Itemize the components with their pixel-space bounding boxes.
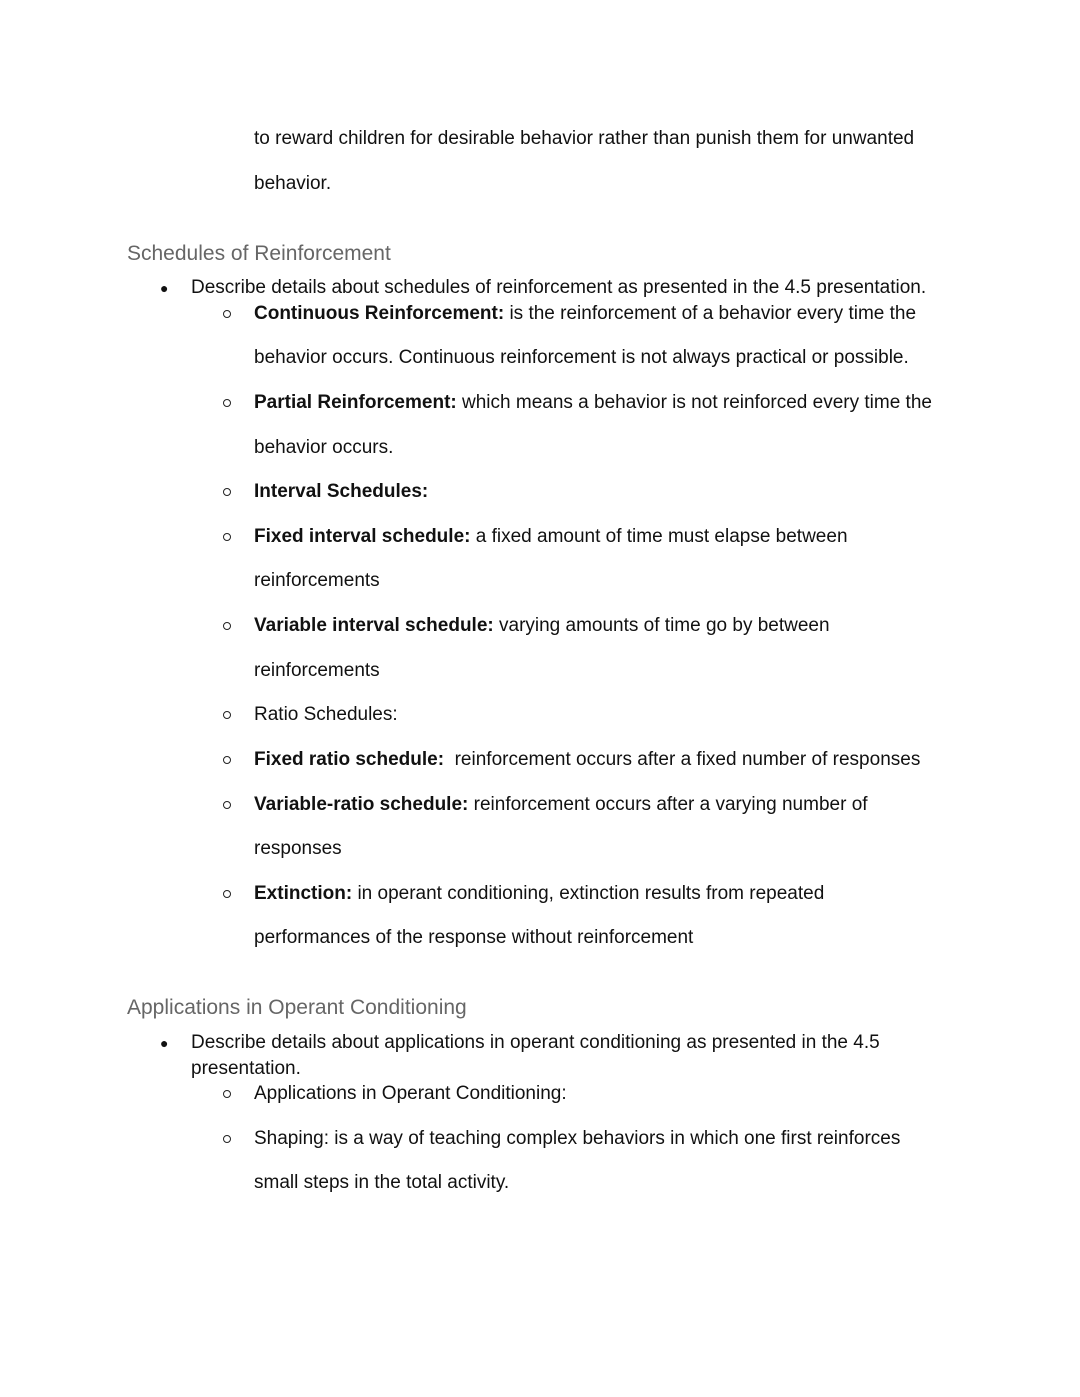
item-text: Ratio Schedules: [254, 704, 398, 725]
item-text: varying amounts of time go by between [493, 615, 830, 636]
list-item [254, 303, 916, 325]
section2-prompt: Describe details about applications in operant conditioning as presented in the 4.5 presentation. [191, 1032, 880, 1079]
list-item [254, 1083, 567, 1105]
list-item [254, 749, 920, 771]
item-continuation: performances of the response without reinforcement [254, 927, 694, 948]
circle-bullet-icon [223, 801, 231, 809]
list-item [254, 392, 932, 414]
item-term: Fixed interval schedule: [254, 526, 471, 547]
list-item [254, 526, 848, 548]
circle-bullet-icon [223, 756, 231, 764]
section-heading-applications: Applications in Operant Conditioning [127, 996, 467, 1019]
item-text: which means a behavior is not reinforced every time the [456, 392, 932, 413]
section-heading-schedules: Schedules of Reinforcement [127, 242, 391, 265]
item-continuation: behavior occurs. [254, 437, 394, 458]
item-continuation: behavior occurs. Continuous reinforcement is not always practical or possible. [254, 347, 909, 368]
circle-bullet-icon [223, 310, 231, 318]
bullet-icon: ● [160, 1035, 169, 1051]
list-item [254, 883, 824, 905]
circle-bullet-icon [223, 399, 231, 407]
item-continuation: reinforcements [254, 660, 380, 681]
item-continuation: small steps in the total activity. [254, 1172, 510, 1193]
item-text: in operant conditioning, extinction results from repeated [352, 883, 825, 904]
list-item [254, 1128, 900, 1150]
item-term: Variable-ratio schedule: [254, 794, 469, 815]
circle-bullet-icon [223, 488, 231, 496]
item-text: reinforcement occurs after a fixed number of responses [444, 749, 921, 770]
item-term: Partial Reinforcement: [254, 392, 457, 413]
circle-bullet-icon [223, 1135, 231, 1143]
bullet-icon: ● [160, 280, 169, 296]
item-term: Variable interval schedule: [254, 615, 494, 636]
list-item [254, 704, 398, 726]
list-item [254, 794, 868, 816]
intro-line-2: behavior. [254, 173, 332, 194]
item-term: Fixed ratio schedule: [254, 749, 445, 770]
item-term: Continuous Reinforcement: [254, 303, 505, 324]
item-continuation: reinforcements [254, 570, 380, 591]
circle-bullet-icon [223, 711, 231, 719]
intro-line-1: to reward children for desirable behavior rather than punish them for unwanted [254, 128, 915, 149]
circle-bullet-icon [223, 890, 231, 898]
list-item [254, 481, 428, 503]
circle-bullet-icon [223, 622, 231, 630]
item-text: a fixed amount of time must elapse between [470, 526, 848, 547]
item-continuation: responses [254, 838, 342, 859]
item-text: Shaping: is a way of teaching complex behaviors in which one first reinforces [254, 1128, 901, 1149]
circle-bullet-icon [223, 533, 231, 541]
item-text: Applications in Operant Conditioning: [254, 1083, 567, 1104]
section1-prompt: Describe details about schedules of reinforcement as presented in the 4.5 presentation. [191, 277, 927, 298]
item-text: reinforcement occurs after a varying number of [468, 794, 868, 815]
item-term: Interval Schedules: [254, 481, 429, 502]
circle-bullet-icon [223, 1090, 231, 1098]
list-item [254, 615, 830, 637]
item-term: Extinction: [254, 883, 353, 904]
item-text: is the reinforcement of a behavior every time the [504, 303, 917, 324]
